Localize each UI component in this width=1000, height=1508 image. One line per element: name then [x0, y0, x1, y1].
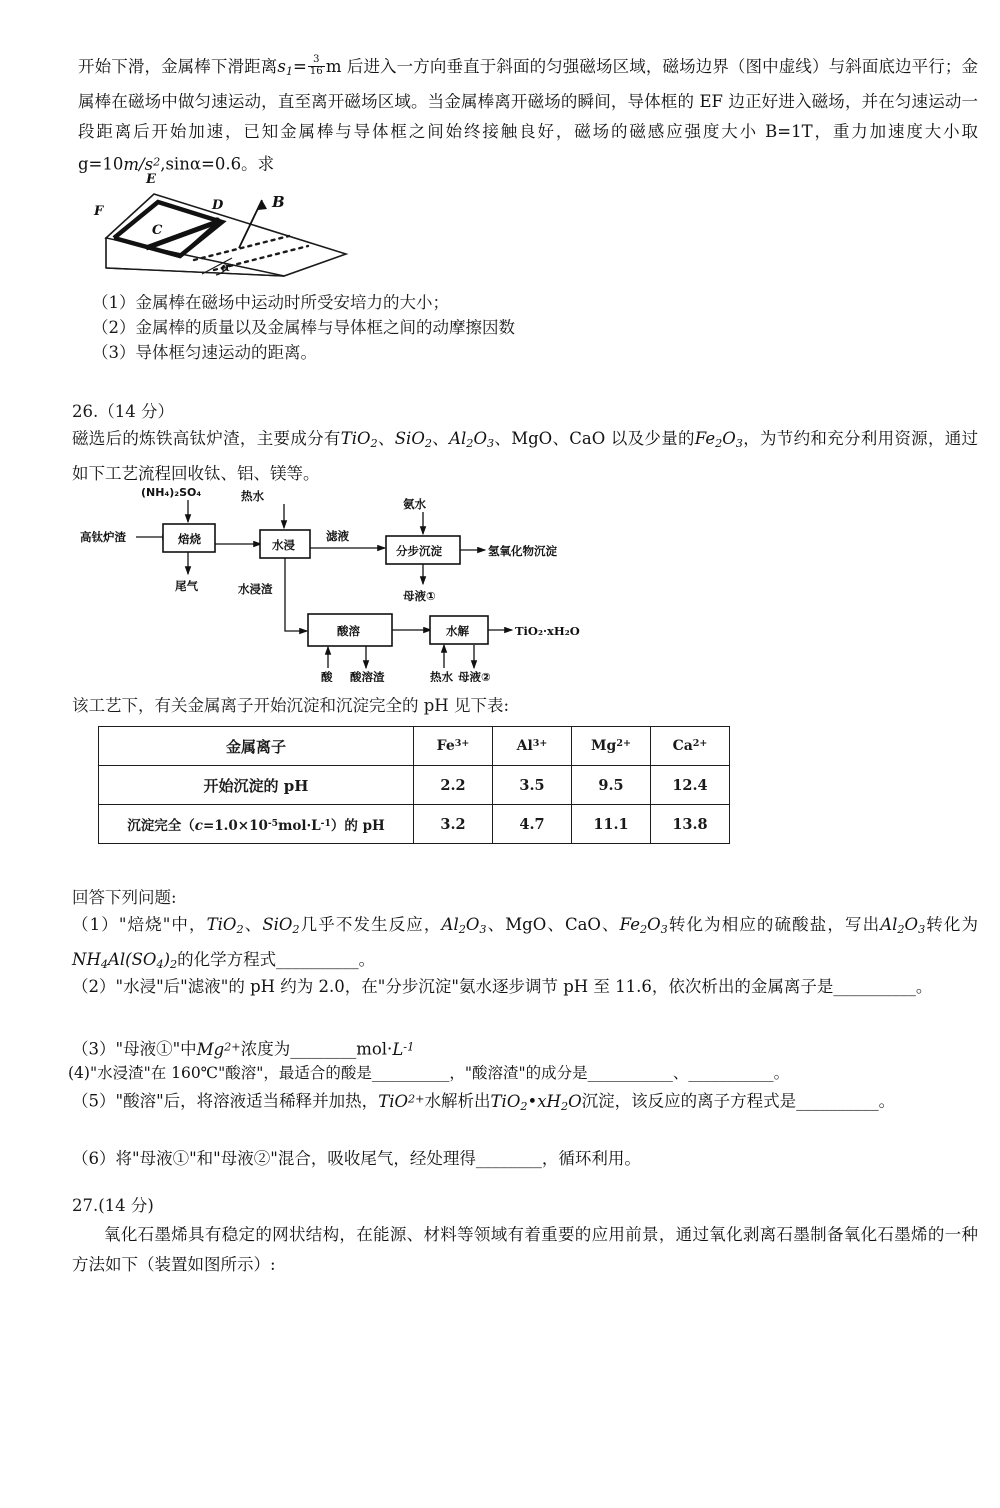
equals-sign: = — [292, 57, 307, 76]
formula-al2o3-q1: $Al_2O_3$ — [441, 915, 487, 937]
flow-box-leach: 水浸 — [272, 538, 295, 552]
formula-cao: CaO — [569, 429, 606, 448]
label-F-icon: F — [94, 204, 104, 219]
answer-blank-q3[interactable]: ________ — [290, 1039, 357, 1059]
problem-27-number: 27.(14 分) — [72, 1196, 154, 1215]
table-cell: 12.4 — [651, 766, 730, 805]
answer-blank-q1[interactable]: __________。 — [276, 950, 376, 970]
table-cell: 4.7 — [493, 805, 572, 844]
table-row — [99, 766, 730, 805]
label-E-icon: E — [146, 172, 156, 187]
table-row-header — [99, 727, 730, 766]
answer-prompt: 回答下列问题: — [72, 888, 177, 907]
label-alpha-angle-icon: α — [221, 260, 231, 274]
flow-output-acid-residue: 酸溶渣 — [350, 670, 385, 682]
unit-acceleration: $m/s^2$ — [123, 154, 161, 174]
flow-output-mother-liquor-2: 母液② — [458, 670, 491, 682]
table-cell: 9.5 — [572, 766, 651, 805]
flow-label-filtrate: 滤液 — [326, 529, 349, 543]
flow-reagent-hotwater-2: 热水 — [430, 670, 453, 682]
physics-question-2: （2）金属棒的质量以及金属棒与导体框之间的动摩擦因数 — [92, 318, 515, 337]
problem-26-intro: 磁选后的炼铁高钛炉渣，主要成分有TiO$_2$、SiO$_2$、$Al_2O_3$、MgO、CaO 以及少量的$Fe_2O_3$，为节约和充分利用资源，通过如下工艺流程回收钛、铝、镁等。 — [72, 429, 979, 484]
formula-tio2-xh2o: $TiO_2•xH_2O$ — [490, 1091, 582, 1113]
answer-blank-q4-3[interactable]: ___________。 — [688, 1064, 790, 1082]
problem-26-question-2: （2）"水浸"后"滤液"的 pH 约为 2.0，在"分步沉淀"氨水逐步调节 pH 至 11.6，依次析出的金属离子是__________。 — [72, 977, 933, 996]
physics-text-part2: 后进入一方向垂直于斜面的匀强磁场区域，磁场边界（图中虚线）与斜面底边平行；金属棒在磁场中做匀速运动，直至离开磁场区域。当金属棒离开磁场的瞬间，导体框的 EF 边正好进入磁场，并在匀速运动一段距离后开始加速，已知金属棒与导体框之间始终接触良好，磁场的磁感应强度大小 B=1T，重力加速度大小取 g=10 — [78, 57, 979, 174]
flow-box-fractional-precipitation: 分步沉淀 — [396, 544, 442, 558]
formula-fe2o3: $Fe_2O_3$ — [694, 429, 743, 451]
problem-26-question-4: (4)"水浸渣"在 160℃"酸溶"，最适合的酸是__________，"酸溶渣"的成分是___________、___________。 — [68, 1064, 790, 1082]
flow-product-tio2-xh2o: TiO₂·xH₂O — [515, 624, 580, 638]
formula-mgo: MgO — [511, 429, 553, 448]
answer-blank-q4-2[interactable]: ___________ — [587, 1064, 673, 1082]
formula-nh4also4: $NH_4Al(SO_4)_2$ — [72, 950, 178, 972]
formula-tio2: TiO$_2$ — [340, 429, 378, 451]
answer-blank-q4-1[interactable]: __________ — [371, 1064, 450, 1082]
physics-text-part4: =0.6。求 — [201, 154, 275, 174]
formula-sio2-q1: SiO$_2$ — [262, 915, 300, 937]
problem-26-question-3: （3）"母液①"中$Mg^{2+}$浓度为$\_\_\_\_\_\_\_\_mol\cdot L^{-1}$ — [72, 1039, 415, 1059]
flow-output-mother-liquor-1: 母液① — [403, 589, 436, 603]
physics-question-3: （3）导体框匀速运动的距离。 — [92, 343, 317, 362]
table-header-metal-ion: 金属离子 — [99, 727, 414, 766]
table-cell: 13.8 — [651, 805, 730, 844]
flow-output-tailgas: 尾气 — [175, 579, 198, 593]
answer-blank-q2[interactable]: __________。 — [833, 977, 933, 996]
table-row — [99, 805, 730, 844]
physics-text-part1: 开始下滑，金属棒下滑距离 — [78, 57, 278, 76]
inclined-plane-figure — [84, 172, 384, 284]
alpha-symbol: α — [189, 154, 201, 174]
table-cell: 3.5 — [493, 766, 572, 805]
problem-26-number: 26.（14 分） — [72, 402, 174, 421]
problem-26-question-5: （5）"酸溶"后，将溶液适当稀释并加热，TiO$^{2+}$水解析出$TiO_2•xH_2O$沉淀，该反应的离子方程式是__________。 — [72, 1091, 896, 1113]
unit-liter: $L^{-1}$ — [392, 1039, 415, 1059]
flow-box-acid-dissolution: 酸溶 — [337, 624, 360, 638]
table-cell: 2.2 — [414, 766, 493, 805]
table-header-ca: $Ca^{2+}$ — [651, 727, 730, 766]
label-B-field-icon: B — [272, 193, 285, 211]
answer-blank-q6[interactable]: ________ — [475, 1149, 542, 1168]
table-header-mg: $Mg^{2+}$ — [572, 727, 651, 766]
problem-27-text: 氧化石墨烯具有稳定的网状结构，在能源、材料等领域有着重要的应用前景，通过氧化剥离石墨制备氧化石墨烯的一种方法如下（装置如图所示）: — [72, 1225, 978, 1274]
table-intro-text: 该工艺下，有关金属离子开始沉淀和沉淀完全的 pH 见下表: — [72, 696, 510, 715]
ph-table — [98, 726, 730, 844]
table-header-al: $Al^{3+}$ — [493, 727, 572, 766]
label-D-icon: D — [212, 198, 224, 213]
physics-question-list — [92, 290, 792, 365]
table-label-complete-precip: 沉淀完全$(c=1.0\times 10^{-5}mol\cdot L^{-1})$的 pH — [99, 805, 414, 844]
flow-reagent-hotwater: 热水 — [241, 489, 264, 503]
flow-label-leach-residue: 水浸渣 — [238, 582, 273, 596]
problem-26-question-1: （1）"焙烧"中，TiO$_2$、SiO$_2$几乎不发生反应，$Al_2O_3$、MgO、CaO、$Fe_2O_3$转化为相应的硫酸盐，写出$Al_2O_3$转化为$NH_4Al(SO_4)_2$的化学方程式__________。 — [72, 915, 979, 972]
physics-text-part3: ,sin — [160, 154, 190, 174]
table-label-start-precip: 开始沉淀的 pH — [99, 766, 414, 805]
table-header-fe: $Fe^{3+}$ — [414, 727, 493, 766]
p26-text-b: 以及少量的 — [610, 429, 695, 448]
flow-reagent-ammonia: 氨水 — [403, 497, 426, 511]
flow-box-hydrolysis: 水解 — [446, 624, 469, 638]
table-cell: 11.1 — [572, 805, 651, 844]
formula-mg-ion: $Mg^{2+}$ — [196, 1039, 241, 1059]
table-cell: 3.2 — [414, 805, 493, 844]
problem-26-question-6: （6）将"母液①"和"母液②"混合，吸收尾气，经处理得________，循环利用。 — [72, 1149, 641, 1168]
flowchart-svg — [78, 486, 618, 682]
formula-al2o3: $Al_2O_3$ — [449, 429, 495, 451]
p26-text-a: 磁选后的炼铁高钛炉渣，主要成分有 — [72, 429, 341, 448]
p26-text-c: ，为节约和充分利用资源，通过如下工艺流程回收钛、铝、镁等。 — [72, 429, 979, 484]
physics-problem-paragraph — [78, 52, 978, 180]
answer-blank-q5[interactable]: __________。 — [796, 1091, 896, 1111]
inclined-plane-svg — [84, 176, 384, 284]
formula-tio2-q1: TiO$_2$ — [206, 915, 244, 937]
physics-question-1: （1）金属棒在磁场中运动时所受安培力的大小； — [92, 293, 449, 312]
unit-meter: m — [325, 57, 342, 76]
label-C-icon: C — [152, 223, 163, 238]
fraction-3-16: $\frac{3}{16}$ — [309, 54, 323, 77]
variable-s1: $s_1$ — [277, 57, 293, 79]
process-flowchart — [78, 486, 618, 682]
formula-sio2: SiO$_2$ — [394, 429, 432, 451]
flow-reagent-acid: 酸 — [321, 670, 333, 682]
flow-box-roast: 焙烧 — [178, 532, 201, 546]
formula-al2o3-q1b: $Al_2O_3$ — [880, 915, 926, 937]
formula-fe2o3-q1: $Fe_2O_3$ — [619, 915, 668, 937]
formula-tio-ion: TiO$^{2+}$ — [378, 1091, 425, 1111]
flow-output-hydroxide: 氢氧化物沉淀 — [488, 544, 557, 558]
flow-reagent-ammonium-sulfate: (NH₄)₂SO₄ — [141, 486, 202, 499]
flow-input-label: 高钛炉渣 — [80, 530, 126, 544]
